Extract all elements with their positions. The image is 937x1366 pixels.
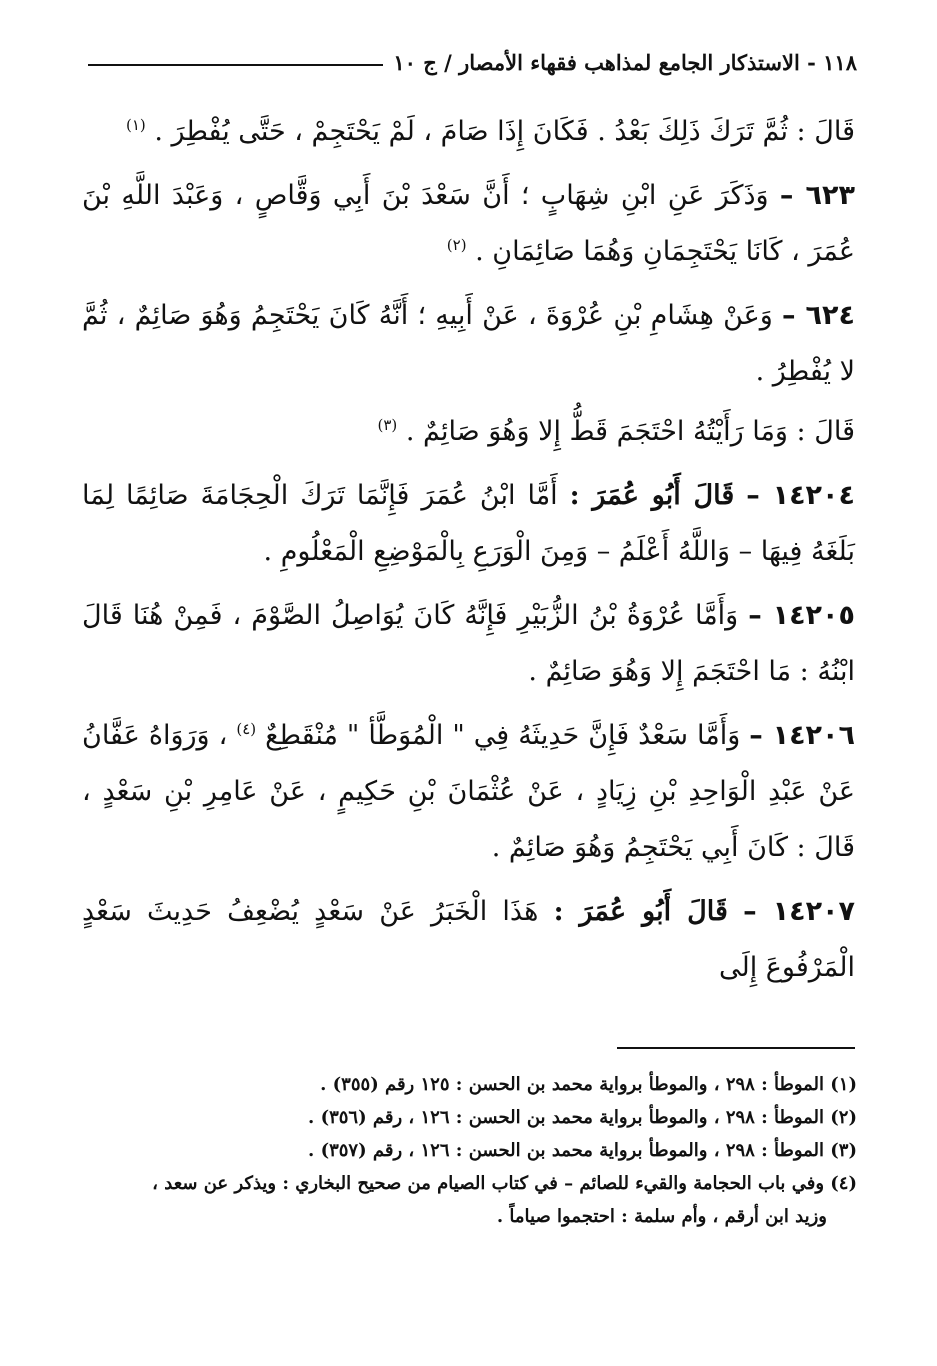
paragraph-1 bbox=[82, 104, 855, 160]
header-rule bbox=[88, 64, 383, 66]
hadith-number: ٦٢٤ – bbox=[782, 300, 855, 331]
main-text bbox=[82, 104, 855, 1004]
paragraph-text: وَأَمَّا عُرْوَةُ بْنُ الزُّبَيْرِ فَإِنَّهُ كَانَ يُوَاصِلُ الصَّوْمَ ، فَمِنْ هُنَا قَالَ ابْنُهُ : مَا احْتَجَمَ إِلا وَهُوَ صَائِمٌ . bbox=[82, 600, 855, 687]
running-header bbox=[88, 44, 857, 80]
paragraph-text: أَمَّا ابْنُ عُمَرَ فَإِنَّمَا تَرَكَ الْحِجَامَةَ صَائِمًا لِمَا بَلَغَهُ فِيهَا – وَاللَّهُ أَعْلَمُ – وَمِنَ الْوَرَعِ بِالْمَوْضِعِ الْمَعْلُومِ . bbox=[82, 480, 855, 567]
speaker-name: قَالَ أَبُو عُمَرَ : bbox=[553, 896, 728, 927]
footnote-4: (٤) وفي باب الحجامة والقيء للصائم – في كتاب الصيام من صحيح البخاري : ويذكر عن سعد ، bbox=[152, 1173, 857, 1194]
footnote-3: (٣) الموطأ : ٢٩٨ ، والموطأ برواية محمد بن الحسن : ١٢٦ ، رقم (٣٥٧) . bbox=[308, 1140, 857, 1161]
paragraph-14206 bbox=[82, 708, 855, 876]
header-title: ١١٨ - الاستذكار الجامع لمذاهب فقهاء الأمصار / ج ١٠ bbox=[393, 49, 857, 75]
footnotes bbox=[82, 1068, 857, 1233]
section-number: ١٤٢٠٥ – bbox=[748, 600, 855, 631]
footnote-4-continuation: وزيد ابن أرقم ، وأم سلمة : احتجموا صياماً . bbox=[496, 1206, 827, 1227]
paragraph-text: وَعَنْ هِشَامِ بْنِ عُرْوَةَ ، عَنْ أَبِيهِ ؛ أَنَّهُ كَانَ يَحْتَجِمُ وَهُوَ صَائِمٌ ، ثُمَّ لا يُفْطِرُ . bbox=[82, 300, 855, 387]
footnote-2: (٢) الموطأ : ٢٩٨ ، والموطأ برواية محمد بن الحسن : ١٢٦ ، رقم (٣٥٦) . bbox=[308, 1107, 857, 1128]
paragraph-text: قَالَ : وَمَا رَأَيْتُهُ احْتَجَمَ قَطُّ إِلا وَهُوَ صَائِمٌ . bbox=[405, 416, 855, 447]
paragraph-624 bbox=[82, 288, 855, 400]
paragraph-text: وَأَمَّا سَعْدٌ فَإِنَّ حَدِيثَهُ فِي " الْمُوَطَّأ " مُنْقَطِعٌ bbox=[265, 720, 741, 751]
paragraph-text: وَذَكَرَ عَنِ ابْنِ شِهَابٍ ؛ أَنَّ سَعْدَ بْنَ أَبِي وَقَّاصٍ ، وَعَبْدَ اللَّهِ بْنَ عُمَرَ ، كَانَا يَحْتَجِمَانِ وَهُمَا صَائِمَانِ . bbox=[82, 180, 855, 267]
paragraph-text: قَالَ : ثُمَّ تَرَكَ ذَلِكَ بَعْدُ . فَكَانَ إِذَا صَامَ ، لَمْ يَحْتَجِمْ ، حَتَّى يُفْطِرَ . bbox=[154, 116, 855, 147]
section-number: ١٤٢٠٧ – bbox=[743, 896, 856, 927]
paragraph-14205 bbox=[82, 588, 855, 700]
speaker-name: قَالَ أَبُو عُمَرَ : bbox=[569, 480, 735, 511]
section-number: ١٤٢٠٤ – bbox=[746, 480, 855, 511]
paragraph-text: هَذَا الْخَبَرُ عَنْ سَعْدٍ يُضْعِفُ حَدِيثَ سَعْدٍ الْمَرْفُوعَ إِلَى bbox=[82, 896, 855, 983]
hadith-number: ٦٢٣ – bbox=[779, 180, 855, 211]
footnote-ref-4: (٤) bbox=[236, 720, 257, 738]
footnote-1: (١) الموطأ : ٢٩٨ ، والموطأ برواية محمد بن الحسن : ١٢٥ رقم (٣٥٥) . bbox=[320, 1074, 857, 1095]
footnote-separator bbox=[617, 1047, 855, 1049]
paragraph-qala bbox=[82, 404, 855, 460]
paragraph-14204 bbox=[82, 468, 855, 580]
paragraph-14207 bbox=[82, 884, 855, 996]
paragraph-623 bbox=[82, 168, 855, 280]
paragraph-text-continued: ، وَرَوَاهُ عَفَّانُ عَنْ عَبْدِ الْوَاحِدِ بْنِ زِيَادٍ ، عَنْ عُثْمَانَ بْنِ حَكِيمٍ ، عَنْ عَامِرِ بْنِ سَعْدٍ ، قَالَ : كَانَ أَبِي يَحْتَجِمُ وَهُوَ صَائِمٌ . bbox=[82, 720, 855, 863]
footnote-ref-3: (٣) bbox=[377, 416, 398, 434]
section-number: ١٤٢٠٦ – bbox=[749, 720, 855, 751]
footnote-ref-1: (١) bbox=[125, 116, 146, 134]
footnote-ref-2: (٢) bbox=[446, 236, 467, 254]
